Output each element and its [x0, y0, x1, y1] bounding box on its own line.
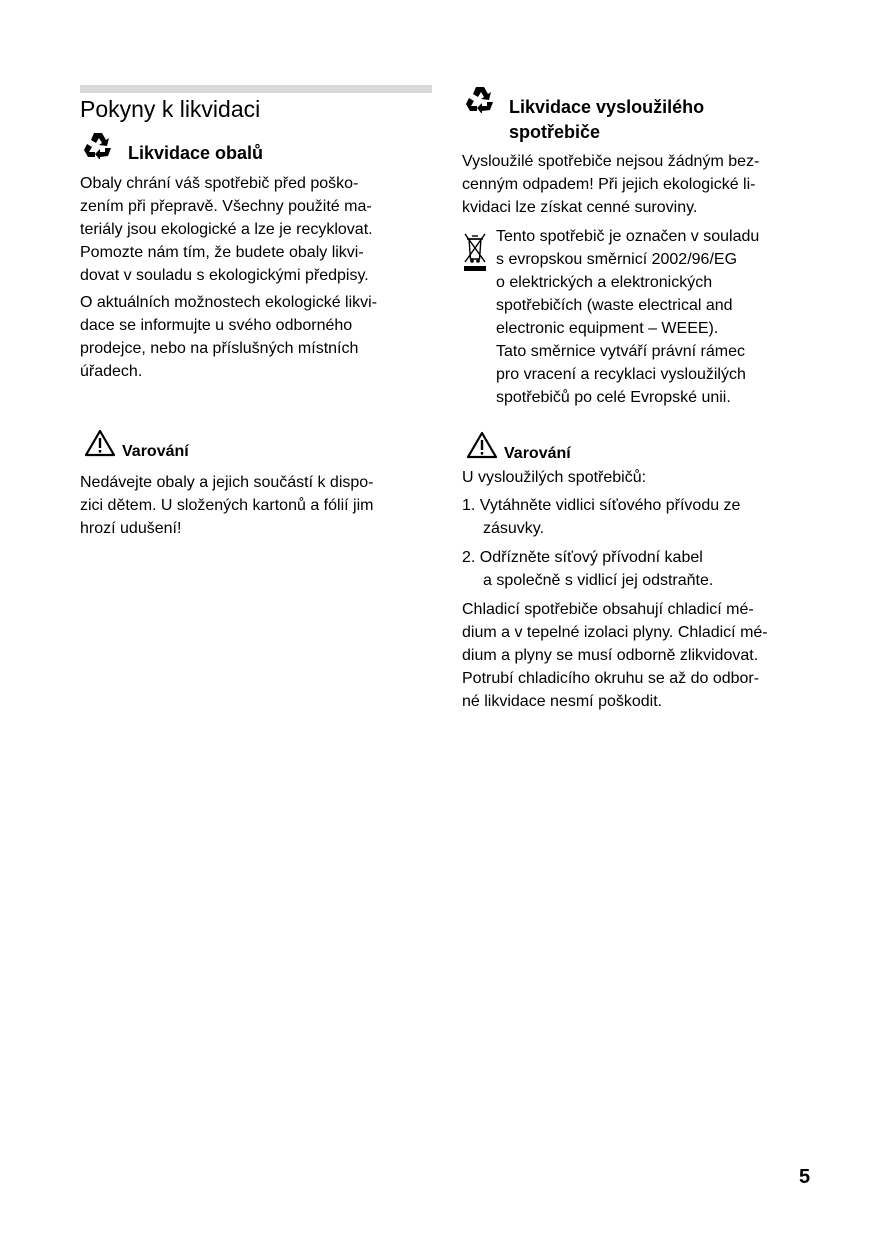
text-line: dovat v souladu s ekologickými předpisy. [80, 267, 369, 284]
text-line: dium a plyny se musí odborně zlikvidovat. [462, 647, 759, 664]
warning-triangle-icon [84, 429, 116, 457]
warning-intro: U vysloužilých spotřebičů: [462, 469, 647, 486]
crossed-bin-icon [462, 231, 488, 275]
text-line: Chladicí spotřebiče obsahují chladicí mé- [462, 601, 754, 618]
text-line: O aktuálních možnostech ekologické likvi- [80, 294, 378, 311]
text-line: spotřebičích (waste electrical and [496, 297, 733, 314]
text-line: teriály jsou ekologické a lze je recyklovat. [80, 221, 373, 238]
step-1-line-1: 1. Vytáhněte vidlici síťového přívodu ze [462, 497, 741, 514]
step-2 [462, 546, 713, 592]
text-line: Tento spotřebič je označen v souladu [496, 228, 760, 245]
weee-paragraph [496, 225, 759, 409]
page-number: 5 [799, 1166, 811, 1188]
appliance-heading-line-1: Likvidace vysloužilého [509, 97, 705, 117]
text-line: Pomozte nám tím, že budete obaly likvi- [80, 244, 364, 261]
text-line: Nedávejte obaly a jejich součástí k dispo- [80, 474, 374, 491]
packaging-paragraph-1 [80, 172, 373, 287]
text-line: s evropskou směrnicí 2002/96/EG [496, 251, 738, 268]
text-line: úřadech. [80, 363, 143, 380]
text-line: zením při přepravě. Všechny použité ma- [80, 198, 372, 215]
text-line: electronic equipment – WEEE). [496, 320, 719, 337]
refrigerant-paragraph [462, 598, 768, 713]
text-line: cenným odpadem! Při jejich ekologické li- [462, 176, 756, 193]
warning-heading-left: Varování [122, 443, 189, 460]
text-line: prodejce, nebo na příslušných místních [80, 340, 359, 357]
page-title: Pokyny k likvidaci [80, 96, 261, 122]
text-line: spotřebičů po celé Evropské unii. [496, 389, 731, 406]
packaging-paragraph-2 [80, 291, 377, 383]
text-line: dium a v tepelné izolaci plyny. Chladicí mé- [462, 624, 768, 641]
step-1-line-2: zásuvky. [483, 520, 545, 537]
text-line: zici dětem. U složených kartonů a fólií jim [80, 497, 374, 514]
text-line: pro vracení a recyklaci vysloužilých [496, 366, 746, 383]
text-line: o elektrických a elektronických [496, 274, 713, 291]
text-line: Vysloužilé spotřebiče nejsou žádným bez- [462, 153, 760, 170]
packaging-heading: Likvidace obalů [128, 143, 264, 163]
text-line: Obaly chrání váš spotřebič před poško- [80, 175, 359, 192]
text-line: dace se informujte u svého odborného [80, 317, 353, 334]
warning-heading-right: Varování [504, 445, 571, 462]
warning-triangle-icon [466, 431, 498, 459]
text-line: kvidaci lze získat cenné suroviny. [462, 199, 698, 216]
appliance-heading [509, 95, 704, 145]
warning-text-right [462, 466, 646, 489]
text-line: hrozí udušení! [80, 520, 182, 537]
step-2-line-1: 2. Odřízněte síťový přívodní kabel [462, 549, 703, 566]
appliance-heading-line-2: spotřebiče [509, 122, 601, 142]
section-rule [80, 85, 432, 93]
text-line: né likvidace nesmí poškodit. [462, 693, 663, 710]
appliance-intro [462, 150, 759, 219]
warning-text-left [80, 471, 374, 540]
text-line: Potrubí chladicího okruhu se až do odbor- [462, 670, 760, 687]
step-1 [462, 494, 740, 540]
step-2-line-2: a společně s vidlicí jej odstraňte. [483, 572, 714, 589]
text-line: Tato směrnice vytváří právní rámec [496, 343, 745, 360]
recycle-icon [465, 85, 495, 113]
recycle-icon [83, 131, 113, 159]
